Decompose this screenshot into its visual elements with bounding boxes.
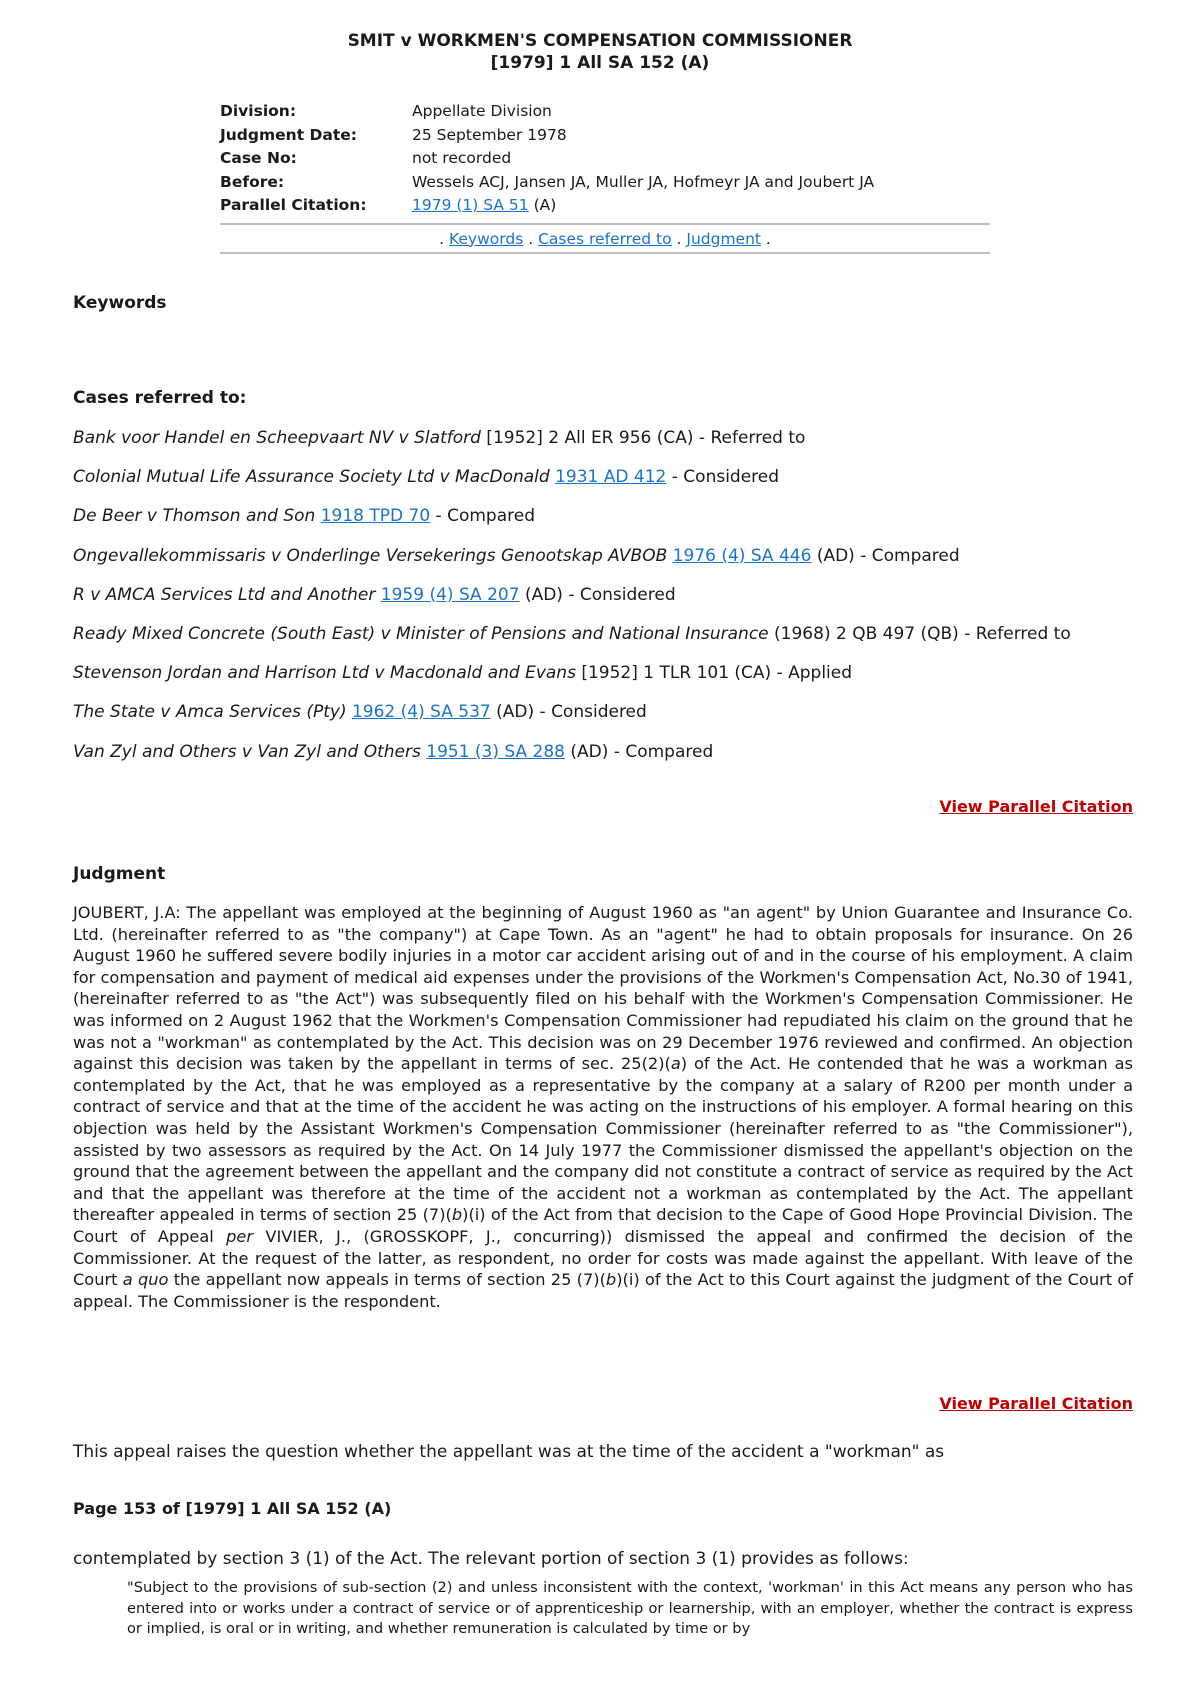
case-name: De Beer v Thomson and Son — [73, 506, 316, 527]
nav-link-cases[interactable]: Cases referred to — [538, 229, 672, 248]
case-treatment: (AD) - Considered — [490, 702, 647, 723]
meta-division-value: Appellate Division — [412, 102, 552, 120]
judgment-text-italic: a quo — [122, 1270, 169, 1290]
nav-link-judgment[interactable]: Judgment — [686, 229, 761, 248]
case-treatment: - Compared — [430, 506, 536, 527]
case-name: The State v Amca Services (Pty) — [73, 702, 347, 723]
judgment-text-italic: per — [226, 1226, 254, 1246]
meta-before-label: Before: — [220, 172, 285, 191]
case-name: Bank voor Handel en Scheepvaart NV v Slatford — [73, 428, 481, 448]
case-name: Ready Mixed Concrete (South East) v Minister of Pensions and National Insurance — [73, 623, 769, 644]
meta-before-value: Wessels ACJ, Jansen JA, Muller JA, Hofmeyr JA and Joubert JA — [412, 172, 875, 191]
case-citation-link[interactable]: 1931 AD 412 — [555, 467, 667, 488]
case-name: Ongevallekommissaris v Onderlinge Versekerings Genootskap AVBOB — [73, 545, 668, 566]
cases-list — [73, 427, 1133, 780]
case-citation-link[interactable]: 1951 (3) SA 288 — [426, 741, 565, 762]
case-name: Van Zyl and Others v Van Zyl and Others — [73, 741, 421, 762]
page-marker: Page 153 of [1979] 1 All SA 152 (A) — [73, 1499, 392, 1518]
meta-parallel-value — [412, 194, 990, 218]
case-citation-link[interactable]: 1918 TPD 70 — [320, 506, 431, 527]
statute-quote: "Subject to the provisions of sub-section (2) and unless inconsistent with the context, 'workman' in this Act means any person who has entered into or works under a contract of service or of apprenticeship or learnership, with an employer, whether the contract is express or implied, is oral or in writing, and whether remuneration is calculated by time or by — [127, 1579, 1133, 1637]
meta-caseno — [220, 147, 990, 171]
nav-separator: . — [528, 229, 539, 248]
judgment-text: ) of the Act. He contended that he was a workman as contemplated by the Act, that he was employed as a representative by the company at a salary of R200 per month under a contract of service and that at the time of the accident he was acting on the instructions of his employer. A formal hearing on this objection was held by the Assistant Workmen's Compensation Commissioner (hereinafter referred to as "the Commissioner"), assisted by two assessors as required by the Act. On 14 July 1977 the Commissioner dismissed the appellant's objection on the ground that the agreement between the appellant and the company did not constitute a contract of service as required by the Act and that the appellant was therefore at the time of the accident not a workman as contemplated by the Act. The appellant thereafter appealed in terms of section 25 (7)( — [73, 1054, 1133, 1225]
nav-bottom-divider — [220, 252, 990, 254]
judgment-text: the appellant now appeals in terms of section 25 (7)( — [168, 1270, 606, 1290]
meta-caseno-label: Case No: — [220, 149, 297, 167]
judgment-text-italic: b — [451, 1205, 463, 1225]
meta-division-label: Division: — [220, 102, 297, 120]
nav-separator-end: . — [760, 229, 771, 248]
meta-caseno-value: not recorded — [412, 149, 512, 167]
case-treatment: - Considered — [666, 467, 780, 488]
case-title-line2: [1979] 1 All SA 152 (A) — [490, 53, 710, 73]
nav-separator: . — [676, 229, 687, 248]
judgment-text: )(i) of the Act to this Court against the judgment of the Court of appeal. The Commissioner is the respondent. — [73, 1270, 1133, 1311]
cases-heading: Cases referred to: — [73, 388, 247, 408]
case-citation-link[interactable]: 1959 (4) SA 207 — [380, 584, 520, 605]
case-item — [73, 623, 1133, 662]
nav-separator: . — [439, 229, 449, 248]
case-name: Colonial Mutual Life Assurance Society Ltd v MacDonald — [73, 467, 550, 488]
case-citation-link[interactable]: 1962 (4) SA 537 — [351, 702, 491, 723]
judgment-paragraph-2: This appeal raises the question whether the appellant was at the time of the accident a "workman" as — [73, 1442, 945, 1462]
meta-date-label: Judgment Date: — [220, 125, 357, 144]
judgment-text: VIVIER, J., (GROSSKOPF, J., concurring)) dismissed the appeal and confirmed the decision of the Commissioner. At the request of the latter, as respondent, no order for costs was made against the appellant. With leave of the Court — [73, 1226, 1133, 1290]
parallel-citation-link[interactable]: 1979 (1) SA 51 — [412, 196, 529, 214]
case-treatment: (AD) - Compared — [565, 741, 714, 762]
view-parallel-citation-link[interactable]: View Parallel Citation — [939, 797, 1133, 816]
meta-parallel-label: Parallel Citation: — [220, 196, 367, 214]
case-item — [73, 584, 1133, 623]
section-nav — [220, 225, 990, 252]
case-item — [73, 466, 1133, 505]
case-item — [73, 701, 1133, 740]
nav-link-keywords[interactable]: Keywords — [449, 229, 524, 248]
case-item — [73, 505, 1133, 544]
case-title — [0, 30, 1200, 74]
judgment-text-italic: b — [605, 1270, 617, 1290]
case-item — [73, 741, 1133, 780]
judgment-paragraph-1 — [73, 902, 1133, 1312]
judgment-heading: Judgment — [73, 864, 166, 884]
view-parallel-citation-link-2[interactable]: View Parallel Citation — [939, 1394, 1133, 1413]
judgment-text-italic: a — [670, 1054, 681, 1074]
meta-parallel — [220, 194, 990, 218]
case-item — [73, 662, 1133, 701]
case-name: Stevenson Jordan and Harrison Ltd v Macdonald and Evans — [73, 663, 576, 684]
case-title-line1: SMIT v WORKMEN'S COMPENSATION COMMISSIONER — [347, 31, 853, 51]
case-metadata — [220, 100, 990, 254]
case-item — [73, 545, 1133, 584]
meta-date — [220, 124, 990, 148]
parallel-citation-suffix: (A) — [528, 196, 557, 214]
case-treatment: (AD) - Considered — [519, 584, 676, 605]
keywords-heading: Keywords — [73, 293, 167, 313]
case-citation-link[interactable]: 1976 (4) SA 446 — [672, 545, 812, 566]
meta-before — [220, 171, 990, 195]
meta-division — [220, 100, 990, 124]
case-name: R v AMCA Services Ltd and Another — [73, 584, 376, 605]
judgment-text: )(i) of the Act from that decision to the Cape of Good Hope Provincial Division. The Court of Appeal — [73, 1205, 1133, 1246]
meta-date-value: 25 September 1978 — [412, 125, 567, 144]
case-item — [73, 427, 1133, 466]
case-treatment: (AD) - Compared — [811, 545, 960, 566]
judgment-text: JOUBERT, J.A: The appellant was employed at the beginning of August 1960 as "an agent" by Union Guarantee and Insurance Co. Ltd. (hereinafter referred to as "the company") at Cape Town. As an "agent" he had to obtain proposals for insurance. On 26 August 1960 he suffered severe bodily injuries in a motor car accident arising out of and in the course of his employment. A claim for compensation and payment of medical aid expenses under the provisions of the Workmen's Compensation Act, No.30 of 1941, (hereinafter referred to as "the Act") was subsequently filed on his behalf with the Workmen's Compensation Commissioner. He was informed on 2 August 1962 that the Workmen's Compensation Commissioner had repudiated his claim on the ground that he was not a "workman" as contemplated by the Act. This decision was on 29 December 1976 reviewed and confirmed. An objection against this decision was taken by the appellant in terms of sec. 25(2)( — [73, 903, 1133, 1074]
case-treatment: [1952] 2 All ER 956 (CA) - Referred to — [480, 428, 806, 448]
case-treatment: (1968) 2 QB 497 (QB) - Referred to — [768, 623, 1071, 644]
case-treatment: [1952] 1 TLR 101 (CA) - Applied — [575, 663, 853, 684]
judgment-paragraph-3: contemplated by section 3 (1) of the Act. The relevant portion of section 3 (1) provides as follows: — [73, 1549, 909, 1569]
